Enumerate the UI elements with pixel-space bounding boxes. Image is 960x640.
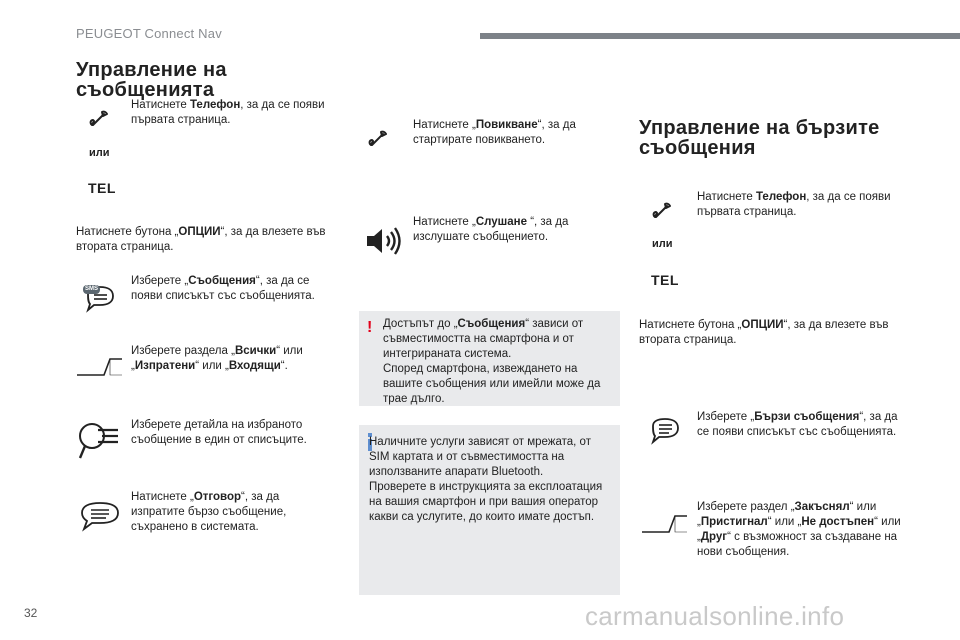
or-label: или: [652, 238, 673, 250]
quick-messages-icon: [645, 416, 685, 450]
watermark: carmanualsonline.info: [585, 601, 845, 631]
tel-button-label: TEL: [88, 180, 116, 196]
right-step1: Натиснете Телефон, за да се появи първата страница.: [697, 191, 891, 218]
right-step2: Натиснете бутона „ОПЦИИ“, за да влезете във втората страница.: [639, 319, 889, 346]
left-step2: Натиснете бутона „ОПЦИИ“, за да влезете във втората страница.: [76, 226, 326, 253]
left-heading: Управление на съобщенията: [76, 59, 227, 101]
middle-step2: Натиснете „Слушане “, за да изслушате съобщението.: [413, 216, 569, 243]
phone-handset-icon: [86, 108, 112, 134]
left-step6: Натиснете „Отговор“, за да изпратите бързо съобщение, съхранено в системата.: [131, 491, 287, 533]
reply-bubble-icon: [78, 500, 122, 532]
right-step3: Изберете „Бързи съобщения“, за да се появи списъкът със съобщенията.: [697, 411, 898, 438]
tel-button-label: TEL: [651, 272, 679, 288]
right-step4: Изберете раздел „Закъснял“ или „Пристигнал“ или „Не достъпен“ или „Друг“ с възможност за създаване на нови съобщения.: [697, 501, 901, 558]
warning-text: Достъпът до „Съобщения“ зависи от съвместимостта на смартфона и от интегрираната система. Според смартфона, извеждането на вашите съобщения или имейли може да трае дълго.: [383, 318, 601, 405]
warning-mark: !: [367, 319, 373, 336]
phone-handset-icon: [365, 128, 391, 154]
info-text: Наличните услуги зависят от мрежата, от SIM картата и от съвместимостта на използваните апарати Bluetooth. Проверете в инструкцията за експлоатация на вашия смартфон и при вашия оператор какви са услугите, до които имате достъп.: [369, 436, 603, 523]
left-step3: Изберете „Съобщения“, за да се появи списъкът със съобщенията.: [131, 275, 315, 302]
running-header: PEUGEOT Connect Nav: [76, 26, 222, 41]
phone-handset-icon: [649, 200, 675, 226]
left-step1: Натиснете Телефон, за да се появи първата страница.: [131, 99, 325, 126]
left-step4: Изберете раздела „Всички“ или „Изпратени“ или „Входящи“.: [131, 345, 303, 372]
header-bar: [480, 33, 960, 39]
tab-icon: [76, 355, 124, 377]
middle-step1: Натиснете „Повикване“, за да стартирате повикването.: [413, 119, 576, 146]
list-detail-icon: [78, 420, 122, 462]
warning-box: [359, 311, 620, 406]
tab-icon: [641, 512, 689, 534]
speaker-icon: [364, 226, 404, 256]
right-heading: Управление на бързите съобщения: [639, 117, 880, 159]
info-box: [359, 425, 620, 595]
left-step5: Изберете детайла на избраното съобщение в един от списъците.: [131, 419, 307, 446]
or-label: или: [89, 147, 110, 159]
sms-badge: SMS: [85, 286, 99, 292]
page-number: 32: [24, 606, 38, 620]
